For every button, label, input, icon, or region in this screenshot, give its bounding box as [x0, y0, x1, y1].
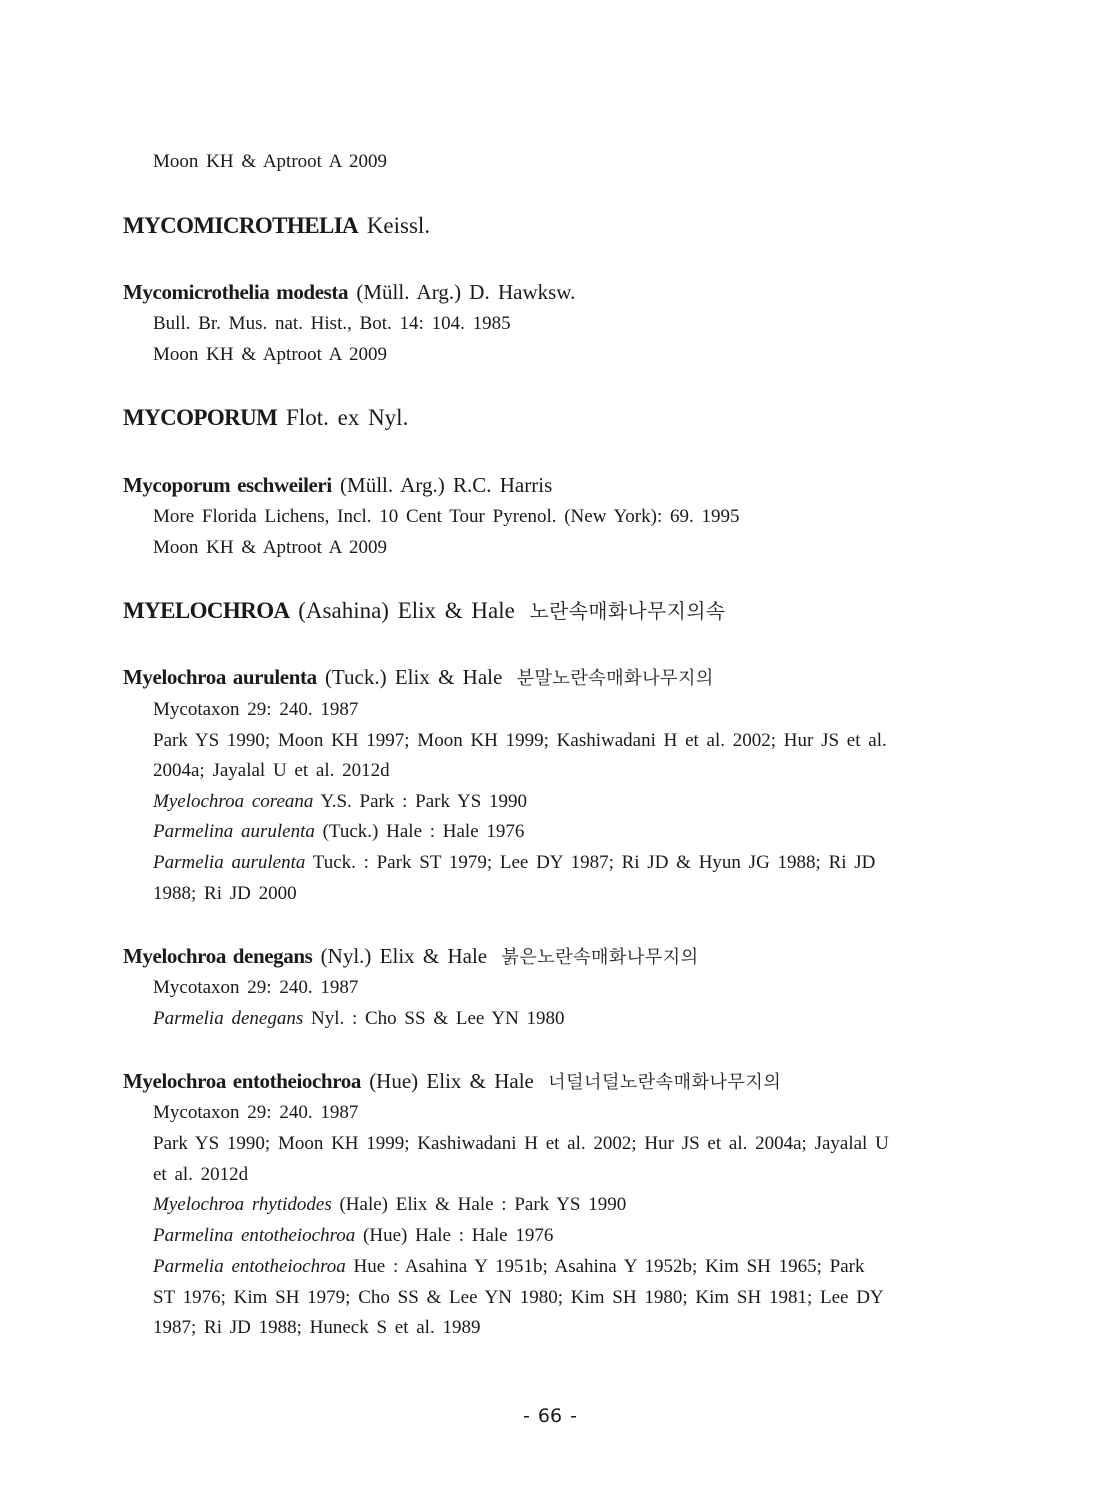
species-heading: [123, 1068, 781, 1096]
synonym-details: Hue : Asahina Y 1951b; Asahina Y 1952b; Kim SH 1965; Park: [353, 1256, 865, 1277]
genus-heading: [123, 597, 726, 626]
species-korean-name: 붉은노란속매화나무지의: [501, 947, 699, 968]
synonym-details: Tuck. : Park ST 1979; Lee DY 1987; Ri JD & Hyun JG 1988; Ri JD: [312, 852, 876, 873]
synonym-line: [153, 1193, 626, 1217]
publication-line: Mycotaxon 29: 240. 1987: [153, 1102, 359, 1123]
synonym-continuation: ST 1976; Kim SH 1979; Cho SS & Lee YN 1980; Kim SH 1980; Kim SH 1981; Lee DY: [153, 1287, 884, 1308]
citation-line: Moon KH & Aptroot A 2009: [153, 344, 388, 365]
genus-heading: [123, 212, 430, 240]
species-heading: [123, 664, 714, 692]
reference-line: Park YS 1990; Moon KH 1997; Moon KH 1999; Kashiwadani H et al. 2002; Hur JS et al.: [153, 730, 887, 751]
page-number: - 66 -: [523, 1405, 577, 1427]
species-author: (Müll. Arg.) D. Hawksw.: [356, 280, 576, 304]
publication-line: Bull. Br. Mus. nat. Hist., Bot. 14: 104. 1985: [153, 313, 511, 334]
synonym-continuation: 1988; Ri JD 2000: [153, 883, 297, 904]
genus-name: MYCOPORUM: [123, 405, 278, 430]
species-korean-name: 너덜너덜노란속매화나무지의: [548, 1072, 782, 1093]
species-korean-name: 분말노란속매화나무지의: [516, 668, 714, 689]
synonym-details: (Hale) Elix & Hale : Park YS 1990: [339, 1194, 627, 1215]
reference-line: Park YS 1990; Moon KH 1999; Kashiwadani H et al. 2002; Hur JS et al. 2004a; Jayalal U: [153, 1133, 889, 1154]
publication-line: Mycotaxon 29: 240. 1987: [153, 977, 359, 998]
synonym-continuation: 1987; Ri JD 1988; Huneck S et al. 1989: [153, 1317, 481, 1338]
genus-author: (Asahina) Elix & Hale: [298, 598, 515, 623]
synonym-name: Parmelia denegans: [153, 1008, 304, 1029]
synonym-name: Parmelia entotheiochroa: [153, 1256, 346, 1277]
citation-line: Moon KH & Aptroot A 2009: [153, 537, 388, 558]
publication-line: More Florida Lichens, Incl. 10 Cent Tour Pyrenol. (New York): 69. 1995: [153, 506, 740, 527]
synonym-line: [153, 1255, 865, 1279]
species-heading: [123, 279, 575, 305]
species-author: (Hue) Elix & Hale: [369, 1069, 534, 1093]
species-heading: [123, 943, 699, 971]
synonym-details: (Hue) Hale : Hale 1976: [363, 1225, 554, 1246]
species-heading: [123, 472, 552, 498]
species-name: Myelochroa entotheiochroa: [123, 1069, 361, 1093]
citation-line: Moon KH & Aptroot A 2009: [153, 151, 388, 172]
synonym-details: (Tuck.) Hale : Hale 1976: [322, 821, 525, 842]
synonym-name: Parmelina entotheiochroa: [153, 1225, 356, 1246]
synonym-name: Parmelina aurulenta: [153, 821, 315, 842]
species-name: Mycomicrothelia modesta: [123, 280, 349, 304]
synonym-name: Myelochroa coreana: [153, 791, 314, 812]
genus-heading: [123, 404, 408, 432]
synonym-line: [153, 1007, 565, 1031]
synonym-line: [153, 820, 524, 844]
synonym-line: [153, 1224, 553, 1248]
genus-author: Keissl.: [366, 213, 431, 238]
synonym-details: Y.S. Park : Park YS 1990: [320, 791, 528, 812]
reference-line: 2004a; Jayalal U et al. 2012d: [153, 760, 390, 781]
synonym-details: Nyl. : Cho SS & Lee YN 1980: [310, 1008, 565, 1029]
species-author: (Müll. Arg.) R.C. Harris: [340, 473, 553, 497]
genus-korean-name: 노란속매화나무지의속: [529, 600, 726, 623]
synonym-name: Myelochroa rhytidodes: [153, 1194, 332, 1215]
genus-name: MYELOCHROA: [123, 598, 290, 623]
reference-line: et al. 2012d: [153, 1164, 249, 1185]
genus-name: MYCOMICROTHELIA: [123, 213, 359, 238]
synonym-line: [153, 851, 875, 875]
species-author: (Nyl.) Elix & Hale: [320, 944, 488, 968]
species-name: Mycoporum eschweileri: [123, 473, 332, 497]
species-name: Myelochroa denegans: [123, 944, 313, 968]
species-author: (Tuck.) Elix & Hale: [324, 665, 503, 689]
genus-author: Flot. ex Nyl.: [286, 405, 409, 430]
publication-line: Mycotaxon 29: 240. 1987: [153, 699, 359, 720]
species-name: Myelochroa aurulenta: [123, 665, 317, 689]
synonym-line: [153, 790, 527, 814]
synonym-name: Parmelia aurulenta: [153, 852, 306, 873]
